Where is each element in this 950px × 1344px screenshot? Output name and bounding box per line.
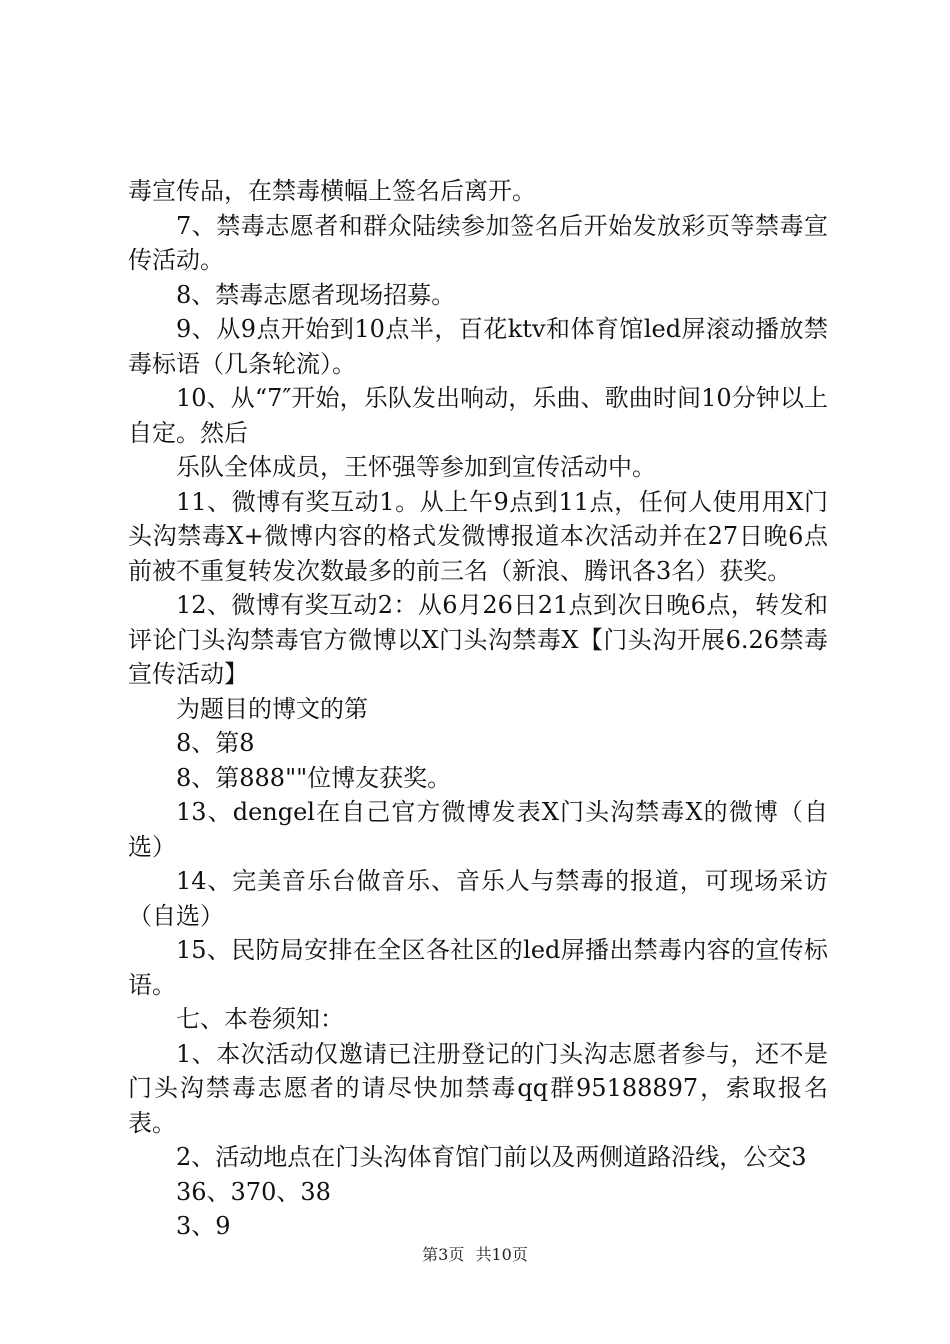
paragraph: 15、民防局安排在全区各社区的led屏播出禁毒内容的宣传标语。 — [128, 936, 828, 999]
paragraph: 36、370、38 — [176, 1177, 331, 1206]
paragraph: 8、第8 — [176, 729, 255, 757]
paragraph: 11、微博有奖互动1。从上午9点到11点，任何人使用用X门头沟禁毒X+微博内容的格式发微博报道本次活动并在27日晚6点前被不重复转发次数最多的前三名（新浪、腾讯各3名）获奖。 — [128, 487, 828, 585]
page-total: 共10页 — [475, 1245, 528, 1264]
paragraph: 10、从“7″开始，乐队发出响动，乐曲、歌曲时间10分钟以上自定。然后 — [128, 384, 828, 447]
page-footer — [0, 1242, 950, 1265]
paragraph: 14、完美音乐台做音乐、音乐人与禁毒的报道，可现场采访（自选） — [128, 867, 828, 930]
section-heading: 七、本卷须知： — [176, 1005, 344, 1033]
paragraph: 12、微博有奖互动2：从6月26日21点到次日晚6点，转发和评论门头沟禁毒官方微博以X门头沟禁毒X【门头沟开展6.26禁毒宣传活动】 — [128, 591, 828, 688]
paragraph: 7、禁毒志愿者和群众陆续参加签名后开始发放彩页等禁毒宣传活动。 — [128, 211, 828, 274]
page-number: 第3页 — [422, 1245, 465, 1264]
paragraph: 1、本次活动仅邀请已注册登记的门头沟志愿者参与，还不是门头沟禁毒志愿者的请尽快加禁毒qq群95188897，索取报名表。 — [128, 1039, 828, 1137]
paragraph: 3、9 — [176, 1212, 231, 1240]
paragraph: 2、活动地点在门头沟体育馆门前以及两侧道路沿线，公交3 — [176, 1143, 807, 1171]
paragraph: 为题目的博文的第 — [176, 694, 368, 723]
document-body — [128, 174, 828, 1244]
paragraph: 毒宣传品，在禁毒横幅上签名后离开。 — [128, 177, 536, 205]
paragraph: 乐队全体成员，王怀强等参加到宣传活动中。 — [176, 453, 656, 481]
paragraph: 8、禁毒志愿者现场招募。 — [176, 280, 456, 309]
paragraph: 8、第888""位博友获奖。 — [176, 763, 452, 792]
paragraph: 9、从9点开始到10点半，百花ktv和体育馆led屏滚动播放禁毒标语（几条轮流）。 — [128, 315, 828, 378]
paragraph: 13、dengel在自己官方微博发表X门头沟禁毒X的微博（自选） — [128, 798, 828, 861]
